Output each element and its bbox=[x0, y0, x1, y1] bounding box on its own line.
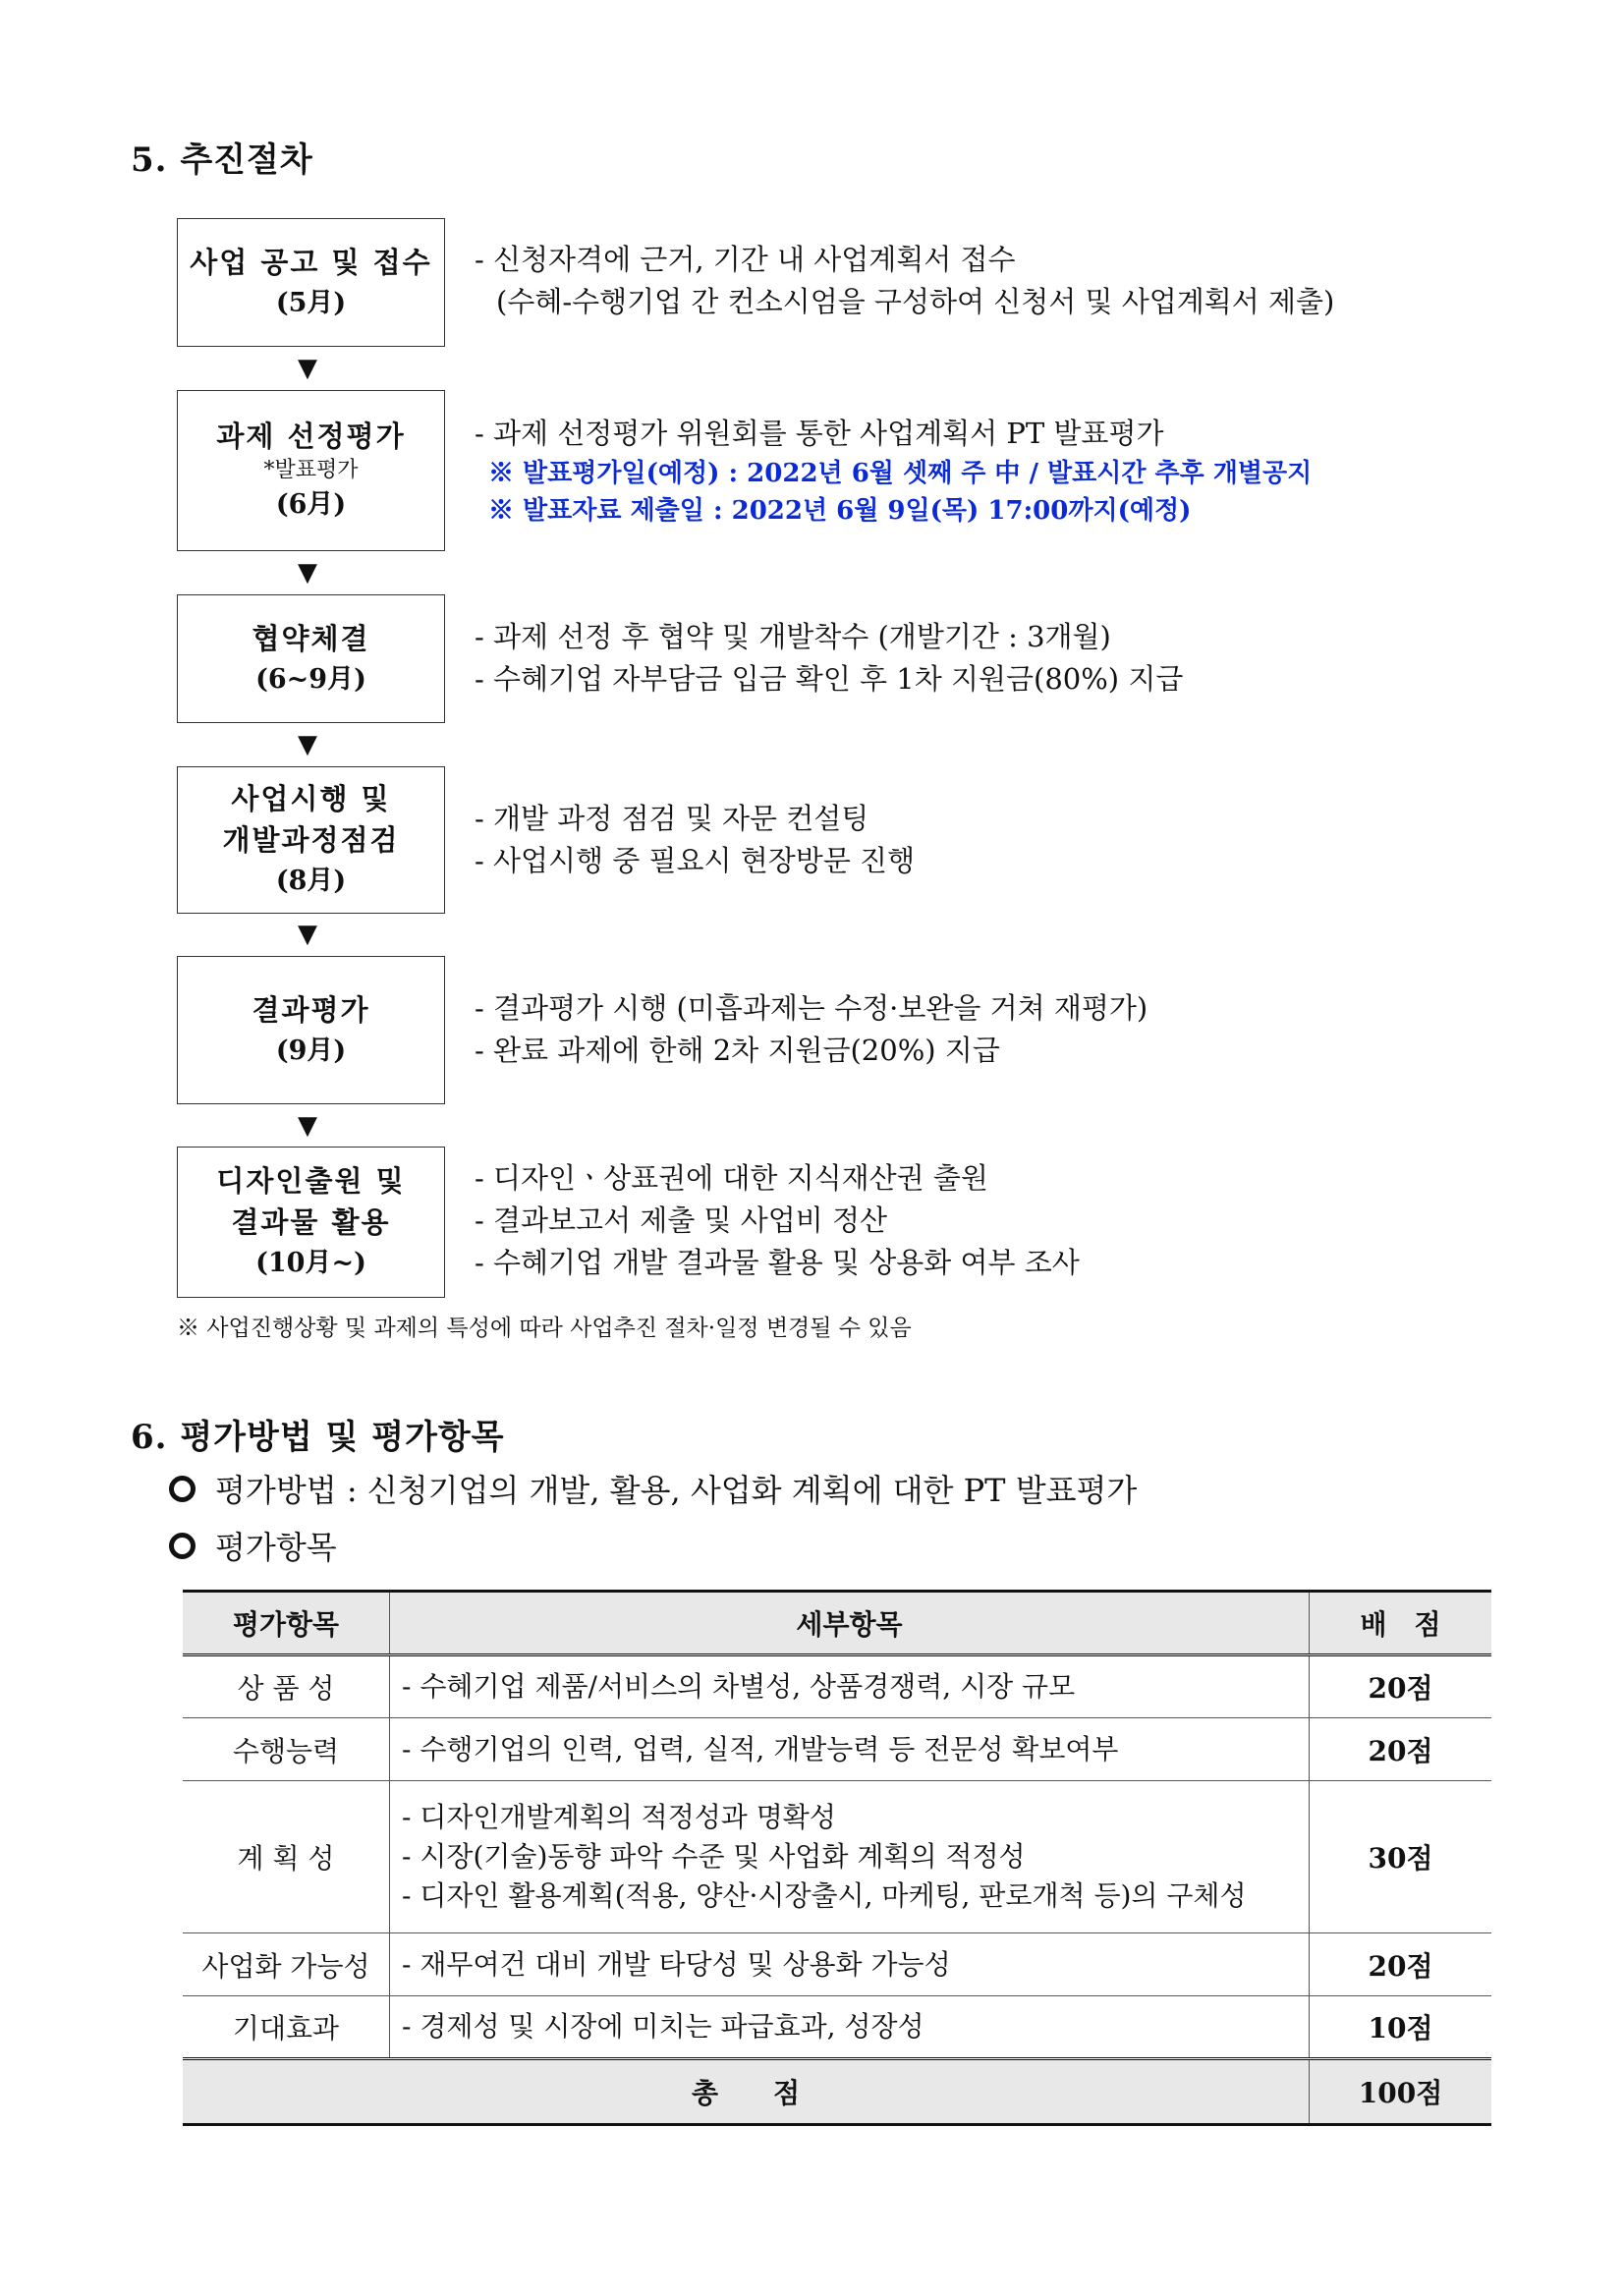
section-5-title: 5. 추진절차 bbox=[131, 140, 313, 180]
down-arrow-icon: ▼ bbox=[298, 1111, 317, 1141]
step-date: (9月) bbox=[275, 1035, 347, 1066]
step-title-2: 결과물 활용 bbox=[231, 1205, 391, 1239]
table-row bbox=[183, 1996, 1491, 2059]
step-box-agreement bbox=[177, 594, 445, 723]
down-arrow-icon: ▼ bbox=[298, 354, 317, 383]
step-box-execution bbox=[177, 766, 445, 914]
table-header-row bbox=[183, 1592, 1491, 1655]
score-cell: 30점 bbox=[1310, 1781, 1492, 1933]
step-box-selection bbox=[177, 390, 445, 551]
table-row bbox=[183, 1655, 1491, 1718]
step-desc-design-filing bbox=[475, 1157, 1080, 1284]
step-title: 과제 선정평가 bbox=[216, 420, 406, 453]
down-arrow-icon: ▼ bbox=[298, 558, 317, 588]
desc-line: - 수혜기업 개발 결과물 활용 및 상용화 여부 조사 bbox=[475, 1246, 1080, 1279]
detail-line: - 수행기업의 인력, 업력, 실적, 개발능력 등 전문성 확보여부 bbox=[402, 1732, 1119, 1765]
circle-bullet-icon bbox=[169, 1476, 196, 1502]
step-desc-execution bbox=[475, 798, 915, 882]
step-title: 결과평가 bbox=[252, 992, 370, 1027]
desc-line: - 개발 과정 점검 및 자문 컨설팅 bbox=[475, 802, 869, 835]
step-date: (10月~) bbox=[255, 1248, 366, 1278]
desc-line: - 결과평가 시행 (미흡과제는 수정·보완을 거쳐 재평가) bbox=[475, 991, 1148, 1025]
evaluation-method-bullet bbox=[169, 1466, 1137, 1511]
detail-cell bbox=[390, 1996, 1310, 2059]
step-date: (6~9月) bbox=[255, 663, 366, 695]
item-cell: 사업화 가능성 bbox=[183, 1933, 390, 1996]
step-box-application bbox=[177, 218, 445, 347]
desc-line: - 수혜기업 자부담금 입금 확인 후 1차 지원금(80%) 지급 bbox=[475, 662, 1184, 696]
desc-line: - 과제 선정 후 협약 및 개발착수 (개발기간 : 3개월) bbox=[475, 620, 1111, 653]
highlight-line: ※ 발표자료 제출일 : 2022년 6월 9일(목) 17:00까지(예정) bbox=[488, 496, 1192, 526]
detail-line: - 경제성 및 시장에 미치는 파급효과, 성장성 bbox=[402, 2010, 924, 2043]
detail-line: - 시장(기술)동향 파악 수준 및 사업화 계획의 적정성 bbox=[402, 1840, 1026, 1873]
detail-line: - 디자인 활용계획(적용, 양산·시장출시, 마케팅, 판로개척 등)의 구체성 bbox=[402, 1879, 1247, 1912]
step-box-design-filing bbox=[177, 1147, 445, 1298]
table-total-row bbox=[183, 2059, 1491, 2125]
desc-line: - 디자인ㆍ상표권에 대한 지식재산권 출원 bbox=[475, 1161, 988, 1195]
step-desc-agreement bbox=[475, 616, 1183, 700]
step-note: *발표평가 bbox=[263, 458, 359, 482]
detail-cell bbox=[390, 1933, 1310, 1996]
step-desc-evaluation bbox=[475, 987, 1148, 1072]
detail-cell bbox=[390, 1781, 1310, 1933]
evaluation-items-bullet bbox=[169, 1523, 337, 1568]
item-cell: 기대효과 bbox=[183, 1996, 390, 2059]
detail-cell bbox=[390, 1718, 1310, 1781]
detail-line: - 재무여건 대비 개발 타당성 및 상용화 가능성 bbox=[402, 1947, 951, 1981]
total-label: 총 점 bbox=[183, 2059, 1310, 2125]
item-cell: 계 획 성 bbox=[183, 1781, 390, 1933]
table-row bbox=[183, 1781, 1491, 1933]
step-desc-application bbox=[475, 239, 1334, 323]
step-date: (6月) bbox=[275, 489, 347, 520]
evaluation-items-label: 평가항목 bbox=[215, 1529, 337, 1566]
down-arrow-icon: ▼ bbox=[298, 920, 317, 949]
step-date: (5月) bbox=[275, 287, 347, 318]
step-title-2: 개발과정점검 bbox=[222, 823, 400, 857]
evaluation-table bbox=[183, 1590, 1491, 2126]
step-title: 사업시행 및 bbox=[231, 782, 391, 815]
circle-bullet-icon bbox=[169, 1533, 196, 1559]
table-row bbox=[183, 1718, 1491, 1781]
detail-line: - 디자인개발계획의 적정성과 명확성 bbox=[402, 1801, 836, 1833]
step-title: 사업 공고 및 접수 bbox=[190, 245, 432, 279]
column-header: 평가항목 bbox=[183, 1592, 390, 1655]
column-header: 배 점 bbox=[1310, 1592, 1492, 1655]
detail-line: - 수혜기업 제품/서비스의 차별성, 상품경쟁력, 시장 규모 bbox=[402, 1670, 1076, 1703]
total-score: 100점 bbox=[1310, 2059, 1492, 2125]
detail-cell bbox=[390, 1655, 1310, 1718]
section-6-title: 6. 평가방법 및 평가항목 bbox=[131, 1418, 505, 1457]
step-title: 협약체결 bbox=[252, 621, 370, 655]
score-cell: 20점 bbox=[1310, 1718, 1492, 1781]
step-desc-selection bbox=[475, 413, 1312, 530]
item-cell: 수행능력 bbox=[183, 1718, 390, 1781]
score-cell: 10점 bbox=[1310, 1996, 1492, 2059]
desc-line: - 과제 선정평가 위원회를 통한 사업계획서 PT 발표평가 bbox=[475, 417, 1164, 450]
desc-line: - 결과보고서 제출 및 사업비 정산 bbox=[475, 1204, 888, 1237]
down-arrow-icon: ▼ bbox=[298, 730, 317, 759]
highlight-line: ※ 발표평가일(예정) : 2022년 6월 셋째 주 中 / 발표시간 추후 개별공지 bbox=[488, 459, 1313, 488]
step-title: 디자인출원 및 bbox=[216, 1164, 406, 1198]
item-cell: 상 품 성 bbox=[183, 1655, 390, 1718]
desc-line: - 완료 과제에 한해 2차 지원금(20%) 지급 bbox=[475, 1034, 1000, 1067]
step-box-evaluation bbox=[177, 956, 445, 1104]
step-date: (8月) bbox=[275, 866, 347, 896]
schedule-footnote: ※ 사업진행상황 및 과제의 특성에 따라 사업추진 절차·일정 변경될 수 있음 bbox=[177, 1316, 912, 1341]
desc-line: (수혜-수행기업 간 컨소시엄을 구성하여 신청서 및 사업계획서 제출) bbox=[496, 285, 1335, 318]
table-row bbox=[183, 1933, 1491, 1996]
desc-line: - 신청자격에 근거, 기간 내 사업계획서 접수 bbox=[475, 243, 1016, 276]
column-header: 세부항목 bbox=[390, 1592, 1310, 1655]
score-cell: 20점 bbox=[1310, 1933, 1492, 1996]
score-cell: 20점 bbox=[1310, 1655, 1492, 1718]
evaluation-method-text: 평가방법 : 신청기업의 개발, 활용, 사업화 계획에 대한 PT 발표평가 bbox=[215, 1472, 1138, 1509]
desc-line: - 사업시행 중 필요시 현장방문 진행 bbox=[475, 844, 916, 877]
